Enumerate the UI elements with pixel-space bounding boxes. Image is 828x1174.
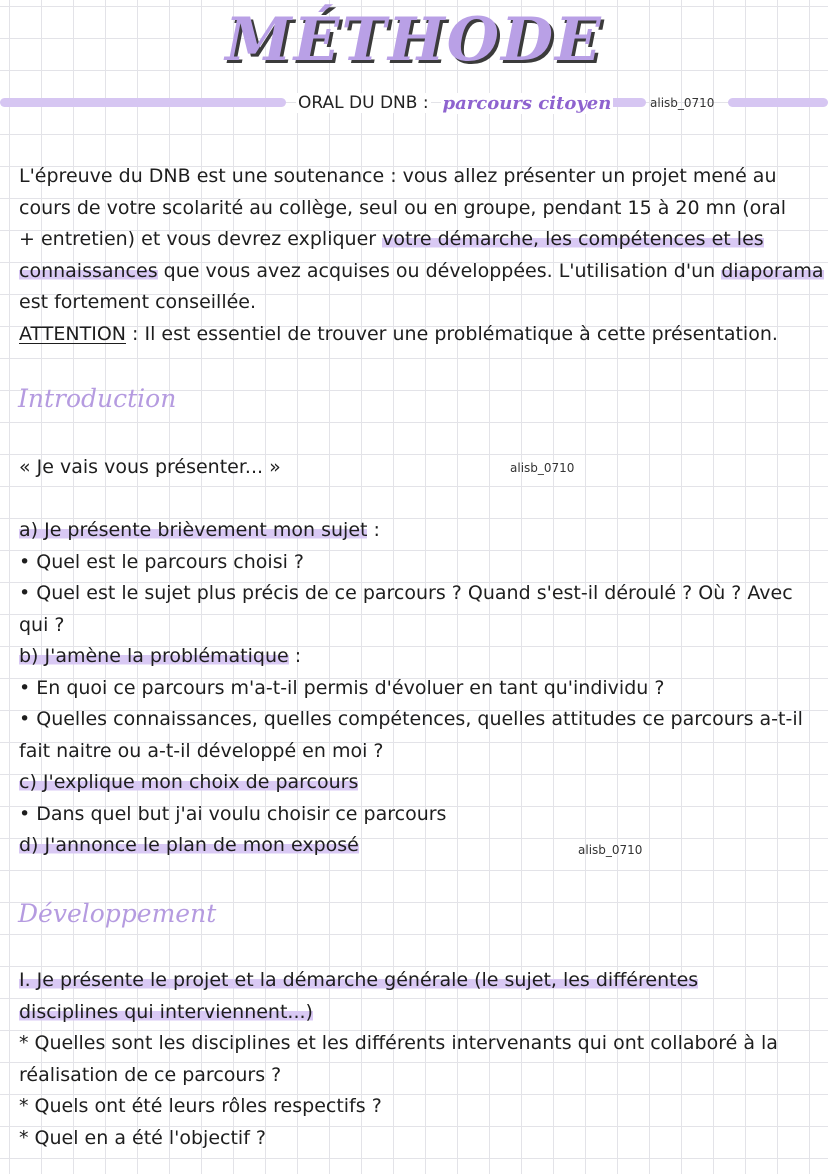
step-colon: : [367, 519, 380, 541]
watermark: alisb_0710 [510, 461, 575, 475]
highlight: connaissances [19, 259, 158, 282]
step-a [19, 515, 819, 547]
highlight: a) Je présente brièvement mon sujet [19, 519, 368, 541]
section-heading-introduction: Introduction [18, 384, 177, 413]
intro-text: que vous avez acquises ou développées. L'utilisation d'un [157, 259, 722, 282]
list-item: • Quel est le parcours choisi ? [19, 550, 304, 573]
highlight: votre démarche, les compétences et les [382, 228, 764, 250]
step-d [19, 830, 819, 862]
step-c [19, 767, 819, 799]
subtitle-accent: parcours citoyen [442, 92, 612, 114]
intro-line [19, 224, 819, 256]
highlight: d) J'annonce le plan de mon exposé [19, 834, 359, 856]
intro-line [19, 256, 824, 288]
highlight: c) J'explique mon choix de parcours [19, 771, 359, 793]
introduction-steps [19, 515, 819, 862]
list-item-continuation: réalisation de ce parcours ? [19, 1063, 282, 1086]
watermark: alisb_0710 [650, 96, 715, 110]
intro-quote: « Je vais vous présenter... » [19, 456, 281, 478]
intro-line: est fortement conseillée. [19, 291, 257, 313]
page-title: MÉTHODE [225, 5, 603, 75]
step-colon: : [288, 645, 302, 667]
list-item: * Quels ont été leurs rôles respectifs ? [19, 1095, 382, 1117]
intro-text: + entretien) et vous devrez expliquer [19, 228, 383, 250]
highlight: I. Je présente le projet et la démarche générale (le sujet, les différentes [19, 969, 699, 991]
intro-line: L'épreuve du DNB est une soutenance : vous allez présenter un projet mené au [19, 165, 777, 187]
subtitle-label: ORAL DU DNB : [298, 93, 429, 113]
list-item: • Dans quel but j'ai voulu choisir ce parcours [19, 802, 447, 825]
highlight: disciplines qui interviennent...) [19, 1000, 313, 1023]
list-item: * Quel en a été l'objectif ? [19, 1126, 267, 1149]
highlight: b) J'amène la problématique [19, 645, 289, 667]
step-b [19, 641, 819, 673]
watermark: alisb_0710 [578, 843, 643, 857]
intro-line: cours de votre scolarité au collège, seul ou en groupe, pendant 15 à 20 mn (oral [19, 196, 787, 219]
section-heading-developpement: Développement [18, 899, 217, 928]
decorative-band-right [728, 98, 828, 107]
list-item: * Quelles sont les disciplines et les différents intervenants qui ont collaboré à la [19, 1032, 778, 1054]
developpement-content [19, 965, 819, 1154]
attention-line [19, 319, 819, 351]
list-item: • Quel est le sujet plus précis de ce parcours ? Quand s'est-il déroulé ? Où ? Avec [19, 582, 793, 604]
highlight: diaporama [721, 259, 824, 282]
intro-paragraph [19, 161, 824, 350]
list-item: • Quelles connaissances, quelles compétences, quelles attitudes ce parcours a-t-il [19, 708, 803, 730]
subtitle [296, 88, 613, 118]
list-item: • En quoi ce parcours m'a-t-il permis d'évoluer en tant qu'individu ? [19, 676, 665, 699]
dev-line [19, 997, 819, 1029]
list-item-continuation: fait naitre ou a-t-il développé en moi ? [19, 739, 384, 762]
attention-text: : Il est essentiel de trouver une problématique à cette présentation. [126, 322, 778, 345]
attention-label: ATTENTION [19, 322, 126, 345]
dev-line [19, 965, 819, 997]
decorative-band-left [0, 98, 286, 107]
list-item-continuation: qui ? [19, 613, 65, 636]
